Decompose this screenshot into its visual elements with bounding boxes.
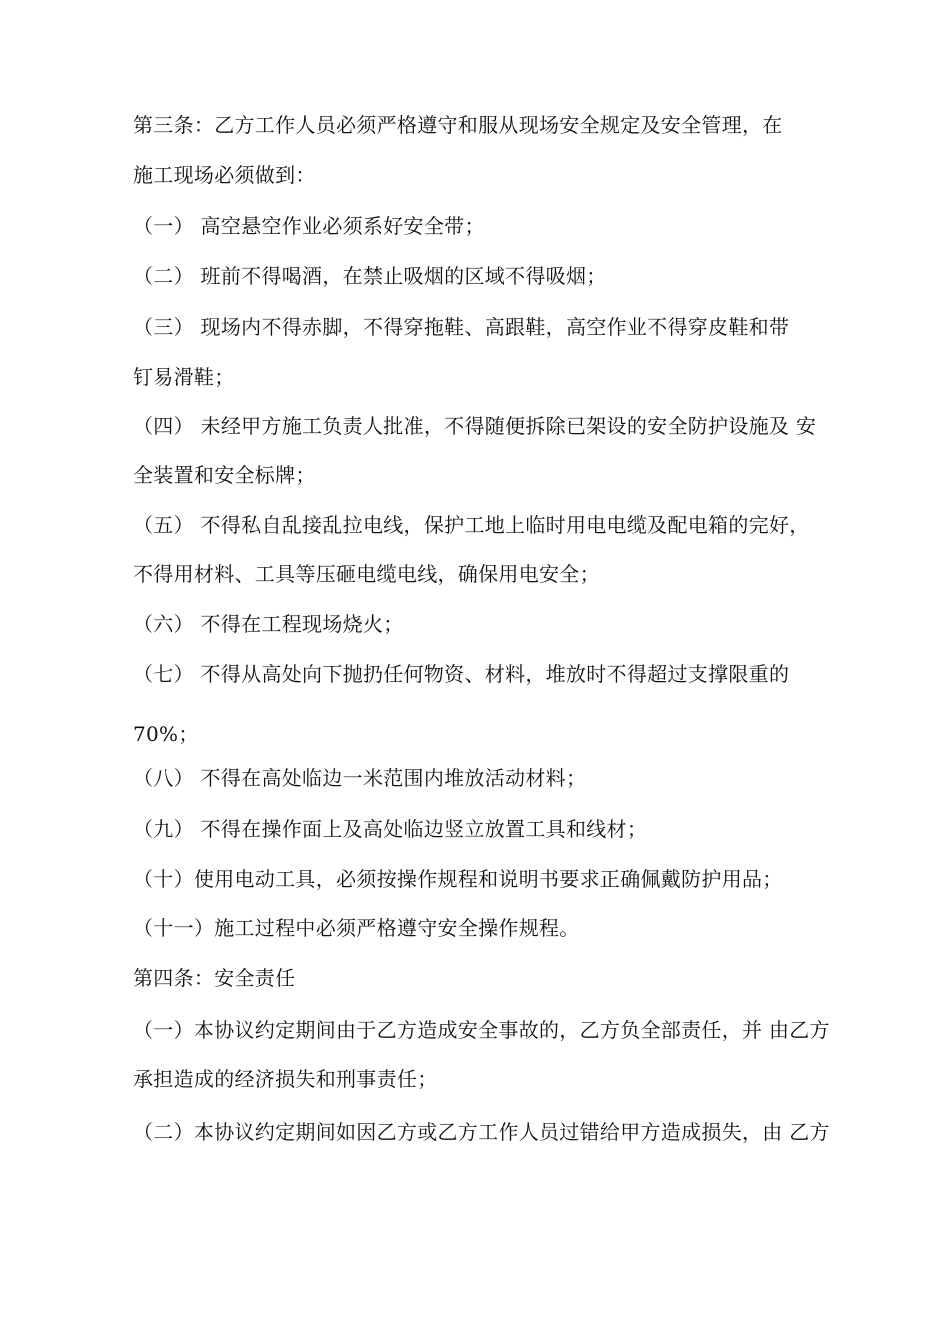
text-line: 70%； — [133, 722, 199, 746]
text-line: 施工现场必须做到： — [133, 163, 316, 187]
text-line: （九） 不得在操作面上及高处临边竖立放置工具和线材； — [133, 817, 648, 841]
text-line: （四） 未经甲方施工负责人批准，不得随便拆除已架设的安全防护设施及 安 — [133, 414, 817, 438]
text-line: 第三条：乙方工作人员必须严格遵守和服从现场安全规定及安全管理，在 — [133, 113, 783, 137]
text-line: （十一）施工过程中必须严格遵守安全操作规程。 — [133, 916, 580, 940]
text-line: （五） 不得私自乱接乱拉电线，保护工地上临时用电电缆及配电箱的完好， — [133, 513, 810, 537]
text-line: 不得用材料、工具等压砸电缆电线，确保用电安全； — [133, 562, 600, 586]
text-line: （三） 现场内不得赤脚，不得穿拖鞋、高跟鞋，高空作业不得穿皮鞋和带 — [133, 315, 790, 339]
text-line: （二） 班前不得喝酒，在禁止吸烟的区域不得吸烟； — [133, 264, 607, 288]
text-line: 承担造成的经济损失和刑事责任； — [133, 1067, 438, 1091]
text-line: （八） 不得在高处临边一米范围内堆放活动材料； — [133, 766, 587, 790]
text-line: （六） 不得在工程现场烧火； — [133, 612, 404, 636]
text-line: 钉易滑鞋； — [133, 365, 235, 389]
text-line: （一）本协议约定期间由于乙方造成安全事故的，乙方负全部责任，并 由乙方 — [133, 1018, 830, 1042]
text-line: （二）本协议约定期间如因乙方或乙方工作人员过错给甲方造成损失，由 乙方 — [133, 1120, 830, 1144]
section-heading: 第四条：安全责任 — [133, 966, 296, 990]
text-line: 全装置和安全标牌； — [133, 463, 316, 487]
text-line: （十）使用电动工具，必须按操作规程和说明书要求正确佩戴防护用品； — [133, 867, 783, 891]
text-line: （七） 不得从高处向下抛扔任何物资、材料，堆放时不得超过支撑限重的 — [133, 662, 790, 686]
text-line: （一） 高空悬空作业必须系好安全带； — [133, 214, 485, 238]
